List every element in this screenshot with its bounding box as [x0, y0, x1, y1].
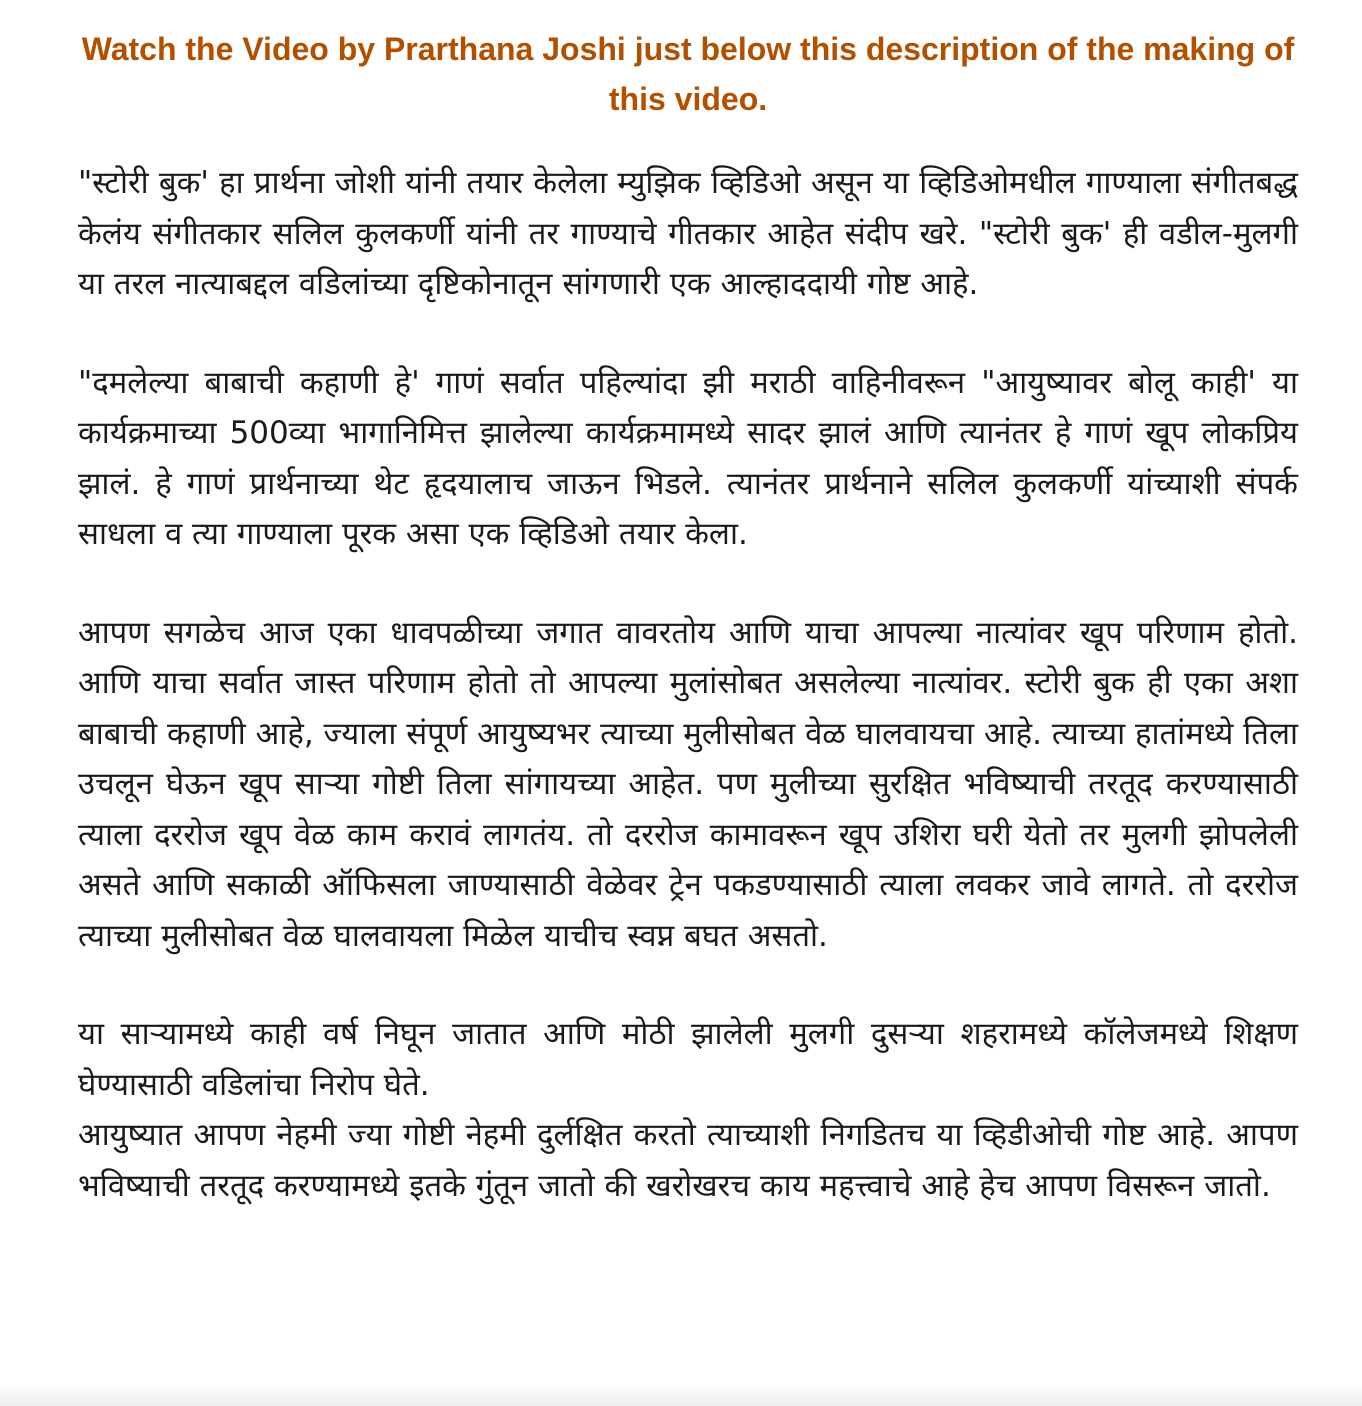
article-body [78, 158, 1298, 1211]
paragraph-song-history: "दमलेल्या बाबाची कहाणी हे' गाणं सर्वात पहिल्यांदा झी मराठी वाहिनीवरून "आयुष्यावर बोलू काही' या कार्यक्रमाच्या 500व्या भागानिमित्त झालेल्या कार्यक्रमामध्ये सादर झालं आणि त्यानंतर हे गाणं खूप लोकप्रिय झालं. हे गाणं प्रार्थनाच्या थेट हृदयालाच जाऊन भिडले. त्यानंतर प्रार्थनाने सलिल कुलकर्णी यांच्याशी संपर्क साधला व त्या गाण्याला पूरक असा एक व्हिडिओ तयार केला. [78, 364, 1298, 552]
paragraph-daughter-leaves: या साऱ्यामध्ये काही वर्ष निघून जातात आणि मोठी झालेली मुलगी दुसऱ्या शहरामध्ये कॉलेजमध्ये शिक्षण घेण्यासाठी वडिलांचा निरोप घेते. [78, 1016, 1298, 1103]
paragraph-life-lesson: आयुष्यात आपण नेहमी ज्या गोष्टी नेहमी दुर्लक्षित करतो त्याच्याशी निगडितच या व्हिडीओची गोष्ट आहे. आपण भविष्याची तरतूद करण्यामध्ये इतके गुंतून जातो की खरोखरच काय महत्त्वाचे आहे हेच आपण विसरून जातो. [78, 1117, 1298, 1204]
article [78, 0, 1298, 1211]
paragraph-busy-life: आपण सगळेच आज एका धावपळीच्या जगात वावरतोय आणि याचा आपल्या नात्यांवर खूप परिणाम होतो. आणि याचा सर्वात जास्त परिणाम होतो तो आपल्या मुलांसोबत असलेल्या नात्यांवर. स्टोरी बुक ही एका अशा बाबाची कहाणी आहे, ज्याला संपूर्ण आयुष्यभर त्याच्या मुलीसोबत वेळ घालवायचा आहे. त्याच्या हातांमध्ये तिला उचलून घेऊन खूप साऱ्या गोष्टी तिला सांगायच्या आहेत. पण मुलीच्या सुरक्षित भविष्याची तरतूद करण्यासाठी त्याला दररोज खूप वेळ काम करावं लागतंय. तो दररोज कामावरून खूप उशिरा घरी येतो तर मुलगी झोपलेली असते आणि सकाळी ऑफिसला जाण्यासाठी वेळेवर ट्रेन पकडण्यासाठी त्याला लवकर जावे लागते. तो दररोज त्याच्या मुलीसोबत वेळ घालवायला मिळेल याचीच स्वप्न बघत असतो. [78, 614, 1298, 954]
paragraph-story-book-intro: "स्टोरी बुक' हा प्रार्थना जोशी यांनी तयार केलेला म्युझिक व्हिडिओ असून या व्हिडिओमधील गाण्याला संगीतबद्ध केलंय संगीतकार सलिल कुलकर्णी यांनी तर गाण्याचे गीतकार आहेत संदीप खरे. "स्टोरी बुक' ही वडील-मुलगी या तरल नात्याबद्दल वडिलांच्या दृष्टिकोनातून सांगणारी एक आल्हाददायी गोष्ट आहे. [78, 165, 1298, 302]
bottom-fade [0, 1384, 1362, 1406]
video-headline: Watch the Video by Prarthana Joshi just below this description of the making of this video. [81, 31, 1295, 117]
